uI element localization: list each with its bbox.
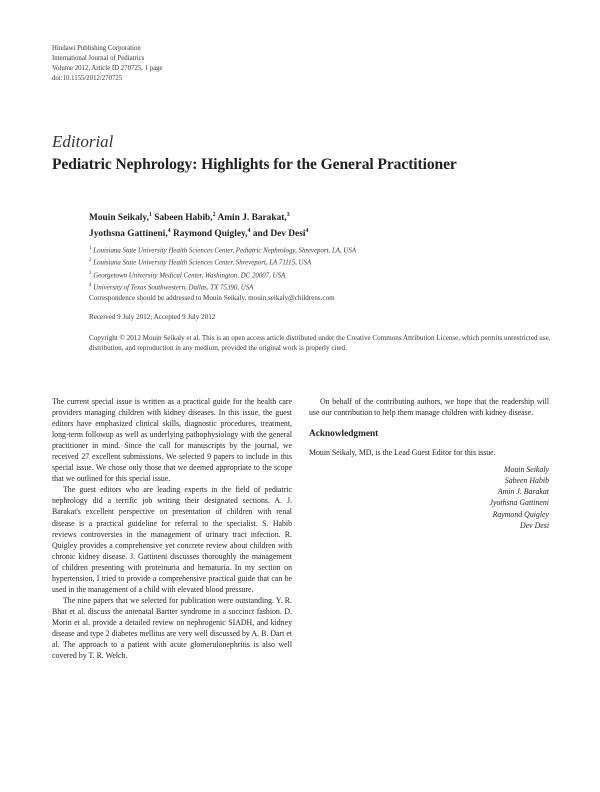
publisher-name: Hindawi Publishing Corporation (52, 45, 141, 52)
author-name: Amin J. Barakat, (217, 213, 287, 224)
author-name: and Dev Desi (252, 229, 306, 240)
signature-name: Amin J. Barakat (497, 487, 549, 497)
correspondence (89, 294, 335, 302)
signature-name: Raymond Quigley (492, 509, 549, 519)
author-name: Raymond Quigley, (173, 229, 248, 240)
affiliation-item (89, 269, 356, 281)
received-accepted-dates: Received 9 July 2012; Accepted 9 July 2012 (89, 313, 216, 321)
signature-block (309, 464, 549, 531)
author-name: Sabeen Habib, (154, 213, 213, 224)
article-kind: Editorial (52, 132, 114, 151)
acknowledgment-heading: Acknowledgment (309, 429, 379, 440)
author-line-1 (89, 209, 308, 225)
affiliation-item (89, 256, 356, 268)
author-affiliation-mark: 2 (212, 212, 216, 218)
affiliation-item (89, 244, 356, 256)
author-affiliation-mark: 4 (305, 228, 309, 235)
article-title: Pediatric Nephrology: Highlights for the General Practitioner (52, 156, 457, 173)
body-paragraph: The nine papers that we selected for publication were outstanding. Y. R. Bhat et al. discuss the antenatal Bartter syndrome in a succinct fashion. D. Morin et al. provide a detailed review on nephrogenic SIADH, and kidney disease and type 2 diabetes mellitus are very well discussed by A. B. Dart et al. The approach to a patient with acute glomerulonephritis is also well covered by T. R. Welch. (52, 595, 292, 661)
author-list (89, 209, 308, 241)
doi: doi:10.1155/2012/270725 (52, 75, 123, 82)
affiliation-text: University of Texas Southwestern, Dallas, TX 75390, USA (93, 284, 254, 292)
body-paragraph: On behalf of the contributing authors, we hope that the readership will use our contribution to help them manage children with kidney disease. (309, 397, 549, 418)
correspondence-email[interactable]: mouin.seikaly@childrens.com (248, 294, 335, 302)
journal-name: International Journal of Pediatrics (52, 55, 145, 62)
signature-name: Sabeen Habib (504, 476, 549, 486)
acknowledgment-text: Mouin Seikaly, MD, is the Lead Guest Editor for this issue. (309, 448, 496, 458)
body-paragraph: The current special issue is written as a practical guide for the health care providers managing children with kidney diseases. In this issue, the guest editors have emphasized clinical skills, diagnostic procedures, treatment, long-term followup as well as underlying pathophysiology with the general practitioner in mind. Since the call for manuscripts by the journal, we received 27 excellent submissions. We selected 9 papers to include in this special issue. We chose only those that we deemed appropriate to the scope that we outlined for this special issue. (52, 397, 292, 484)
affiliation-item (89, 281, 356, 293)
author-affiliation-mark: 1 (148, 212, 152, 218)
signature-name: Dev Desi (520, 520, 549, 530)
body-paragraph: The guest editors who are leading experts in the field of pediatric nephrology did a terrific job writing their designated sections. A. J. Barakat's excellent perspective on presentation of children with renal disease is a practical guideline for referral to the specialist. S. Habib reviews controversies in the management of urinary tract infection. R. Quigley provides a comprehensive yet concrete review about children with chronic kidney disease. J. Gattineni discusses thoroughly the management of children presenting with proteinuria and hematuria. In my section on hypertension, I tried to provide a comprehensive practical guide that can be used in the management of a child with elevated blood pressure. (52, 485, 292, 594)
author-name: Mouin Seikaly, (89, 213, 149, 224)
signature-name: Mouin Seikaly (503, 465, 549, 475)
copyright-notice: Copyright © 2012 Mouin Seikaly et al. This is an open access article distributed under the Creative Commons Attribution License, which permits unrestricted use, distribution, and reproduction in any medium, provided the original work is properly cited. (89, 334, 551, 352)
affiliation-number: 1 (89, 246, 92, 251)
affiliation-number: 4 (89, 282, 92, 288)
author-name: Jyothsna Gattineni, (89, 229, 168, 240)
author-affiliation-mark: 4 (167, 228, 171, 235)
affiliation-text: Georgetown University Medical Center, Washington, DC 20007, USA (93, 271, 286, 279)
correspondence-text: Correspondence should be addressed to Mouin Seikaly, (89, 294, 247, 302)
affiliation-number: 2 (89, 258, 92, 264)
body-column-left (52, 396, 292, 661)
author-line-2 (89, 225, 308, 241)
masthead (52, 44, 163, 84)
volume-info: Volume 2012, Article ID 270725, 1 page (52, 65, 163, 72)
body-column-right (309, 396, 549, 531)
author-affiliation-mark: 4 (247, 228, 251, 235)
affiliation-number: 3 (89, 270, 92, 276)
signature-name: Jyothsna Gattineni (489, 498, 549, 508)
affiliation-text: Louisiana State University Health Sciences Center, Pediatric Nephrology, Shreveport, LA, USA (93, 247, 357, 255)
author-affiliation-mark: 3 (286, 212, 290, 218)
affiliation-list (89, 244, 356, 293)
affiliation-text: Louisiana State University Health Sciences Center, Shreveport, LA 71115, USA (93, 259, 312, 267)
